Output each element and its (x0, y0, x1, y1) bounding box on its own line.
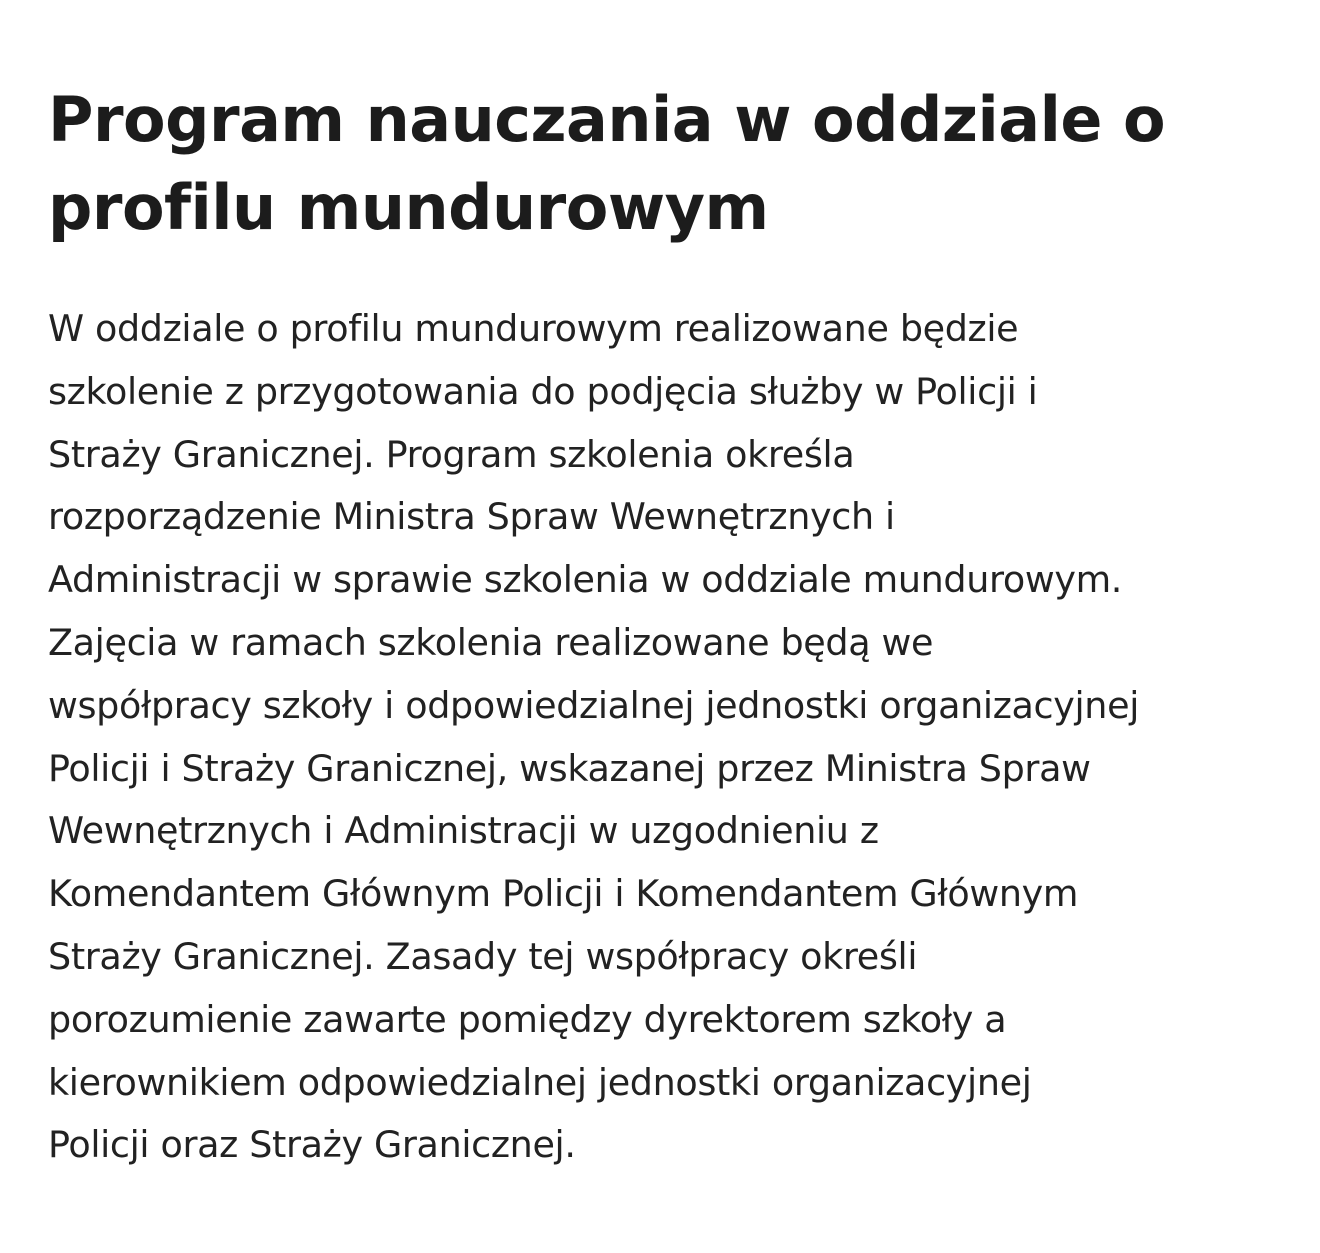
body-line: Administracji w sprawie szkolenia w oddziale mundurowym. (48, 558, 1123, 602)
body-line: W oddziale o profilu mundurowym realizowane będzie (48, 307, 1019, 350)
body-line: Policji oraz Straży Granicznej. (48, 1123, 576, 1167)
body-line: kierownikiem odpowiedzialnej jednostki organizacyjnej (48, 1060, 1032, 1104)
article-body (48, 298, 1298, 1177)
article (48, 76, 1298, 1177)
body-line: Straży Granicznej. Program szkolenia określa (48, 432, 855, 476)
body-line: porozumienie zawarte pomiędzy dyrektorem szkoły a (48, 997, 1007, 1041)
body-line: Wewnętrznych i Administracji w uzgodnieniu z (48, 809, 879, 853)
body-line: współpracy szkoły i odpowiedzialnej jednostki organizacyjnej (48, 683, 1139, 727)
body-line: Policji i Straży Granicznej, wskazanej przez Ministra Spraw (48, 746, 1091, 790)
body-line: Straży Granicznej. Zasady tej współpracy określi (48, 934, 918, 978)
body-line: rozporządzenie Ministra Spraw Wewnętrznych i (48, 495, 895, 539)
body-line: Zajęcia w ramach szkolenia realizowane będą we (48, 620, 934, 664)
body-line: szkolenie z przygotowania do podjęcia służby w Policji i (48, 369, 1038, 413)
body-line: Komendantem Głównym Policji i Komendantem Głównym (48, 872, 1079, 916)
page-title: Program nauczania w oddziale o profilu mundurowym (48, 83, 1166, 244)
